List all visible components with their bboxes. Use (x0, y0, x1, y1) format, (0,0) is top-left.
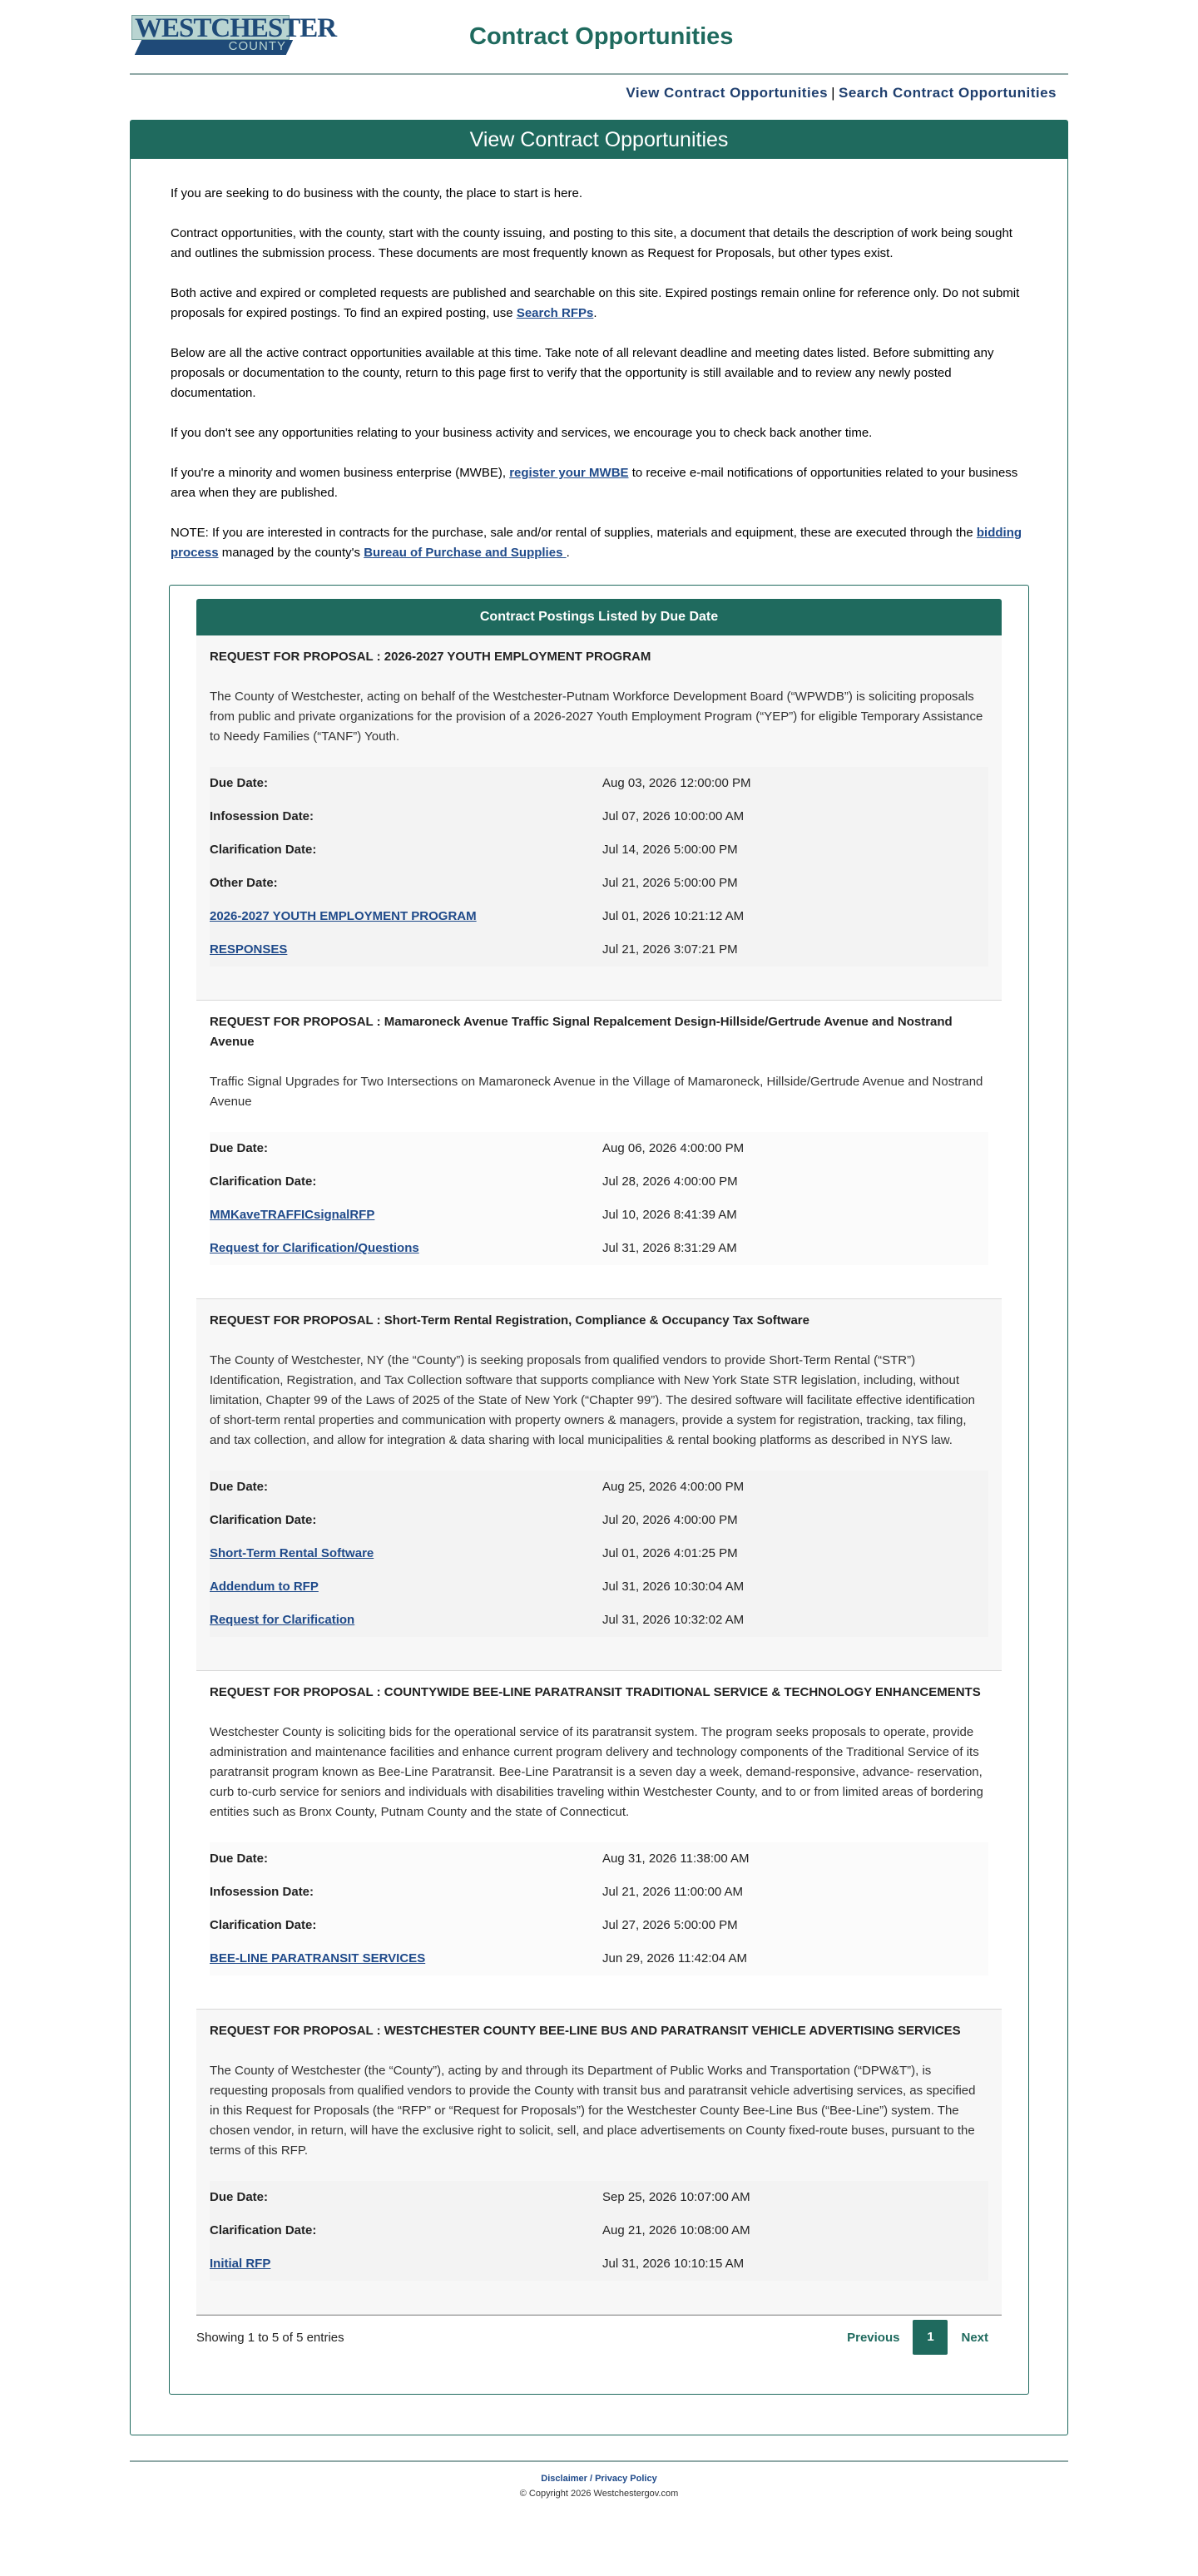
intro-p7-text: NOTE: If you are interested in contracts for the purchase, sale and/or rental of supplies, materials and equipment, these are executed through the (171, 526, 977, 540)
posting-date-label: Due Date: (210, 1141, 269, 1155)
intro-p6-text: If you're a minority and women business enterprise (MWBE), (171, 466, 510, 480)
posting-row (210, 800, 988, 833)
posting-item (196, 1299, 1002, 1671)
posting-row (210, 2247, 988, 2281)
posting-date-value: Jul 27, 2026 5:00:00 PM (602, 1918, 738, 1932)
posting-document-cell (210, 1570, 602, 1604)
posting-item (196, 2010, 1002, 2315)
posting-document-cell (210, 1942, 602, 1975)
posting-date-value: Jul 21, 2026 5:00:00 PM (602, 876, 738, 890)
posting-document-cell (210, 1537, 602, 1570)
posting-date-label: Clarification Date: (210, 1174, 317, 1189)
logo-county-text: COUNTY (228, 39, 286, 53)
posting-date-value: Jul 14, 2026 5:00:00 PM (602, 843, 738, 857)
posting-row (210, 1909, 988, 1942)
posting-description: Traffic Signal Upgrades for Two Intersections on Mamaroneck Avenue in the Village of Mamaroneck, Hillside/Gertrude Avenue and Nostrand Avenue (210, 1075, 983, 1109)
posting-date-value: Jul 20, 2026 4:00:00 PM (602, 1513, 738, 1527)
posting-row (210, 2181, 988, 2214)
posting-date-value: Jul 31, 2026 8:31:29 AM (602, 1241, 737, 1255)
site-header (130, 0, 1068, 75)
posting-row (210, 1876, 988, 1909)
posting-row (210, 1537, 988, 1570)
posting-document-cell (210, 933, 602, 967)
intro-paragraph-3 (171, 284, 1027, 324)
posting-date-value: Jul 31, 2026 10:32:02 AM (602, 1613, 745, 1627)
intro-paragraph-4: Below are all the active contract opportunities available at this time. Take note of all relevant deadline and meeting dates listed. Before submitting any proposals or documentation to the county, return to this page first to verify that the opportunity is still available and to review any newly posted documentation. (171, 346, 994, 400)
posting-row (210, 1165, 988, 1199)
posting-date-value: Aug 03, 2026 12:00:00 PM (602, 776, 751, 790)
posting-title: REQUEST FOR PROPOSAL : Short-Term Rental Registration, Compliance & Occupancy Tax Software (210, 1313, 809, 1328)
pager-previous-button[interactable]: Previous (847, 2330, 900, 2345)
nav-separator: | (831, 85, 836, 101)
posting-date-value: Jul 28, 2026 4:00:00 PM (602, 1174, 738, 1189)
table-footer (196, 2315, 1002, 2356)
intro-p7-middle: managed by the county's (218, 546, 364, 560)
pagination (834, 2320, 1002, 2355)
posting-description: The County of Westchester, NY (the “County”) is seeking proposals from qualified vendors to provide Short-Term Rental (“STR”) Identification, Registration, and Tax Collection software that supports compliance with New York State STR legislation, including, without limitation, Chapter 99 of the Laws of 2025 of the State of New York (“Chapter 99”). The desired software will facilitate effective identification of short-term rental properties and communication with property owners & managers, provide a system for registration, tracking, tax filing, and tax collection, and allow for integration & data sharing with local municipalities & rental booking platforms as described in NYS law. (210, 1353, 975, 1447)
posting-document-cell (210, 1232, 602, 1265)
register-mwbe-link[interactable]: register your MWBE (509, 466, 629, 480)
main-panel (130, 120, 1068, 2435)
posting-row (210, 2214, 988, 2247)
posting-row (210, 1604, 988, 1637)
posting-document-cell (210, 2247, 602, 2281)
bureau-of-purchase-link[interactable]: Bureau of Purchase and Supplies (364, 546, 567, 560)
posting-item (196, 635, 1002, 1001)
intro-paragraph-1: If you are seeking to do business with the county, the place to start is here. (171, 186, 582, 200)
intro-paragraph-2: Contract opportunities, with the county, start with the county issuing, and posting to this site, a document that details the description of work being sought and outlines the submission process. These documents are most frequently known as Request for Proposals, but other types exist. (171, 226, 1012, 260)
posting-title: REQUEST FOR PROPOSAL : COUNTYWIDE BEE-LINE PARATRANSIT TRADITIONAL SERVICE & TECHNOLOGY ENHANCEMENTS (210, 1685, 981, 1699)
logo-wordmark: WESTCHESTER (135, 13, 337, 43)
intro-paragraph-5: If you don't see any opportunities relating to your business activity and services, we encourage you to check back another time. (171, 426, 873, 440)
posting-row (210, 1570, 988, 1604)
intro-text (131, 159, 1067, 563)
postings-list (196, 635, 1002, 2315)
page-title: View Contract Opportunities (131, 121, 1067, 159)
posting-date-label: Clarification Date: (210, 843, 317, 857)
posting-document-link[interactable]: 2026-2027 YOUTH EMPLOYMENT PROGRAM (210, 909, 477, 923)
posting-document-cell (210, 900, 602, 933)
nav-search-contract-opportunities[interactable]: Search Contract Opportunities (839, 85, 1057, 101)
posting-date-label: Clarification Date: (210, 2223, 317, 2237)
posting-date-label: Infosession Date: (210, 809, 314, 823)
posting-row (210, 1132, 988, 1165)
posting-document-link[interactable]: Addendum to RFP (210, 1580, 319, 1594)
intro-paragraph-6 (171, 463, 1027, 503)
posting-date-value: Aug 21, 2026 10:08:00 AM (602, 2223, 750, 2237)
posting-item (196, 1001, 1002, 1299)
posting-row (210, 1942, 988, 1975)
search-rfps-link[interactable]: Search RFPs (516, 306, 594, 320)
posting-row (210, 867, 988, 900)
posting-date-value: Jul 01, 2026 10:21:12 AM (602, 909, 745, 923)
posting-date-value: Jul 07, 2026 10:00:00 AM (602, 809, 745, 823)
posting-document-link[interactable]: MMKaveTRAFFICsignalRFP (210, 1208, 375, 1222)
posting-row (210, 1504, 988, 1537)
posting-date-label: Clarification Date: (210, 1918, 317, 1932)
posting-row (210, 833, 988, 867)
entries-info: Showing 1 to 5 of 5 entries (196, 2330, 344, 2345)
posting-date-label: Due Date: (210, 2190, 269, 2204)
posting-row (210, 1199, 988, 1232)
footer-copyright: © Copyright 2026 Westchestergov.com (519, 2489, 679, 2499)
posting-date-value: Jul 01, 2026 4:01:25 PM (602, 1546, 738, 1560)
posting-row (210, 1471, 988, 1504)
posting-row (210, 933, 988, 967)
posting-title: REQUEST FOR PROPOSAL : 2026-2027 YOUTH EMPLOYMENT PROGRAM (210, 650, 651, 664)
postings-container (169, 585, 1029, 2395)
intro-p7-end: . (566, 546, 570, 560)
posting-description: Westchester County is soliciting bids for the operational service of its paratransit system. The program seeks proposals to operate, provide administration and maintenance facilities and enhance current program delivery and technology components of the Traditional Service of its paratransit program known as Bee-Line Paratransit. Bee-Line Paratransit is a seven day a week, demand-responsive, advance- reservation, curb to-curb service for seniors and individuals with disabilities traveling within Westchester County, and to or from limited areas of bordering entities such as Bronx County, Putnam County and the state of Connecticut. (210, 1725, 983, 1819)
intro-p3-end: . (593, 306, 597, 320)
intro-p3-text: Both active and expired or completed requests are published and searchable on this site. Expired postings remain online for reference only. Do not submit proposals for expired postings. To find an expired posting, use (171, 286, 1020, 320)
posting-document-link[interactable]: Request for Clarification/Questions (210, 1241, 419, 1255)
site-title: Contract Opportunities (469, 23, 734, 50)
posting-document-link[interactable]: BEE-LINE PARATRANSIT SERVICES (210, 1951, 426, 1965)
posting-document-link[interactable]: Request for Clarification (210, 1613, 355, 1627)
posting-title: REQUEST FOR PROPOSAL : WESTCHESTER COUNTY BEE-LINE BUS AND PARATRANSIT VEHICLE ADVERTISING SERVICES (210, 2024, 961, 2038)
nav-view-contract-opportunities[interactable]: View Contract Opportunities (626, 85, 829, 101)
posting-row (210, 1232, 988, 1265)
bidding-process-link[interactable]: bidding process (171, 526, 1022, 560)
posting-date-label: Infosession Date: (210, 1885, 314, 1899)
postings-heading: Contract Postings Listed by Due Date (196, 599, 1002, 635)
posting-date-value: Jul 21, 2026 3:07:21 PM (602, 942, 738, 957)
posting-document-link[interactable]: Short-Term Rental Software (210, 1546, 374, 1560)
posting-date-value: Jun 29, 2026 11:42:04 AM (602, 1951, 748, 1965)
posting-date-value: Jul 21, 2026 11:00:00 AM (602, 1885, 744, 1899)
pager-page-1-button[interactable]: 1 (913, 2320, 948, 2355)
posting-document-link[interactable]: Initial RFP (210, 2257, 271, 2271)
intro-p6-end: to receive e-mail notifications of opportunities related to your business area when they are published. (171, 466, 1018, 500)
posting-date-label: Other Date: (210, 876, 278, 890)
intro-paragraph-7 (171, 523, 1027, 563)
posting-document-cell (210, 1604, 602, 1637)
footer-disclaimer-privacy-link[interactable]: Disclaimer / Privacy Policy (541, 2474, 657, 2484)
county-logo[interactable] (131, 13, 337, 57)
posting-row (210, 900, 988, 933)
posting-date-label: Due Date: (210, 1852, 269, 1866)
posting-date-value: Jul 31, 2026 10:10:15 AM (602, 2257, 745, 2271)
posting-date-label: Due Date: (210, 1480, 269, 1494)
posting-date-value: Aug 06, 2026 4:00:00 PM (602, 1141, 745, 1155)
posting-description: The County of Westchester (the “County”), acting by and through its Department of Public Works and Transportation (“DPW&T”), is requesting proposals from qualified vendors to provide the County with transit bus and paratransit vehicle advertising services, as specified in this Request for Proposals (the “RFP” or “Request for Proposals”) for the Westchester County Bee-Line Bus (“Bee-Line”) system. The chosen vendor, in return, will have the exclusive right to solicit, sell, and place advertisements on County fixed-route buses, pursuant to the terms of this RFP. (210, 2064, 976, 2158)
posting-document-cell (210, 1199, 602, 1232)
site-footer (130, 2460, 1068, 2512)
posting-title: REQUEST FOR PROPOSAL : Mamaroneck Avenue Traffic Signal Repalcement Design-Hillside/Gertrude Avenue and Nostrand Avenue (210, 1015, 953, 1049)
posting-date-value: Aug 31, 2026 11:38:00 AM (602, 1852, 750, 1866)
posting-date-label: Clarification Date: (210, 1513, 317, 1527)
posting-date-value: Jul 10, 2026 8:41:39 AM (602, 1208, 737, 1222)
posting-row (210, 1842, 988, 1876)
pager-next-button[interactable]: Next (961, 2330, 988, 2345)
top-navigation (130, 75, 1068, 105)
posting-row (210, 767, 988, 800)
posting-date-value: Jul 31, 2026 10:30:04 AM (602, 1580, 745, 1594)
posting-description: The County of Westchester, acting on behalf of the Westchester-Putnam Workforce Development Board (“WPWDB”) is soliciting proposals from public and private organizations for the provision of a 2026-2027 Youth Employment Program (“YEP”) for eligible Temporary Assistance to Needy Families (“TANF”) Youth. (210, 690, 983, 744)
posting-date-label: Due Date: (210, 776, 269, 790)
posting-item (196, 1671, 1002, 2010)
posting-document-link[interactable]: RESPONSES (210, 942, 288, 957)
posting-date-value: Aug 25, 2026 4:00:00 PM (602, 1480, 745, 1494)
posting-date-value: Sep 25, 2026 10:07:00 AM (602, 2190, 750, 2204)
